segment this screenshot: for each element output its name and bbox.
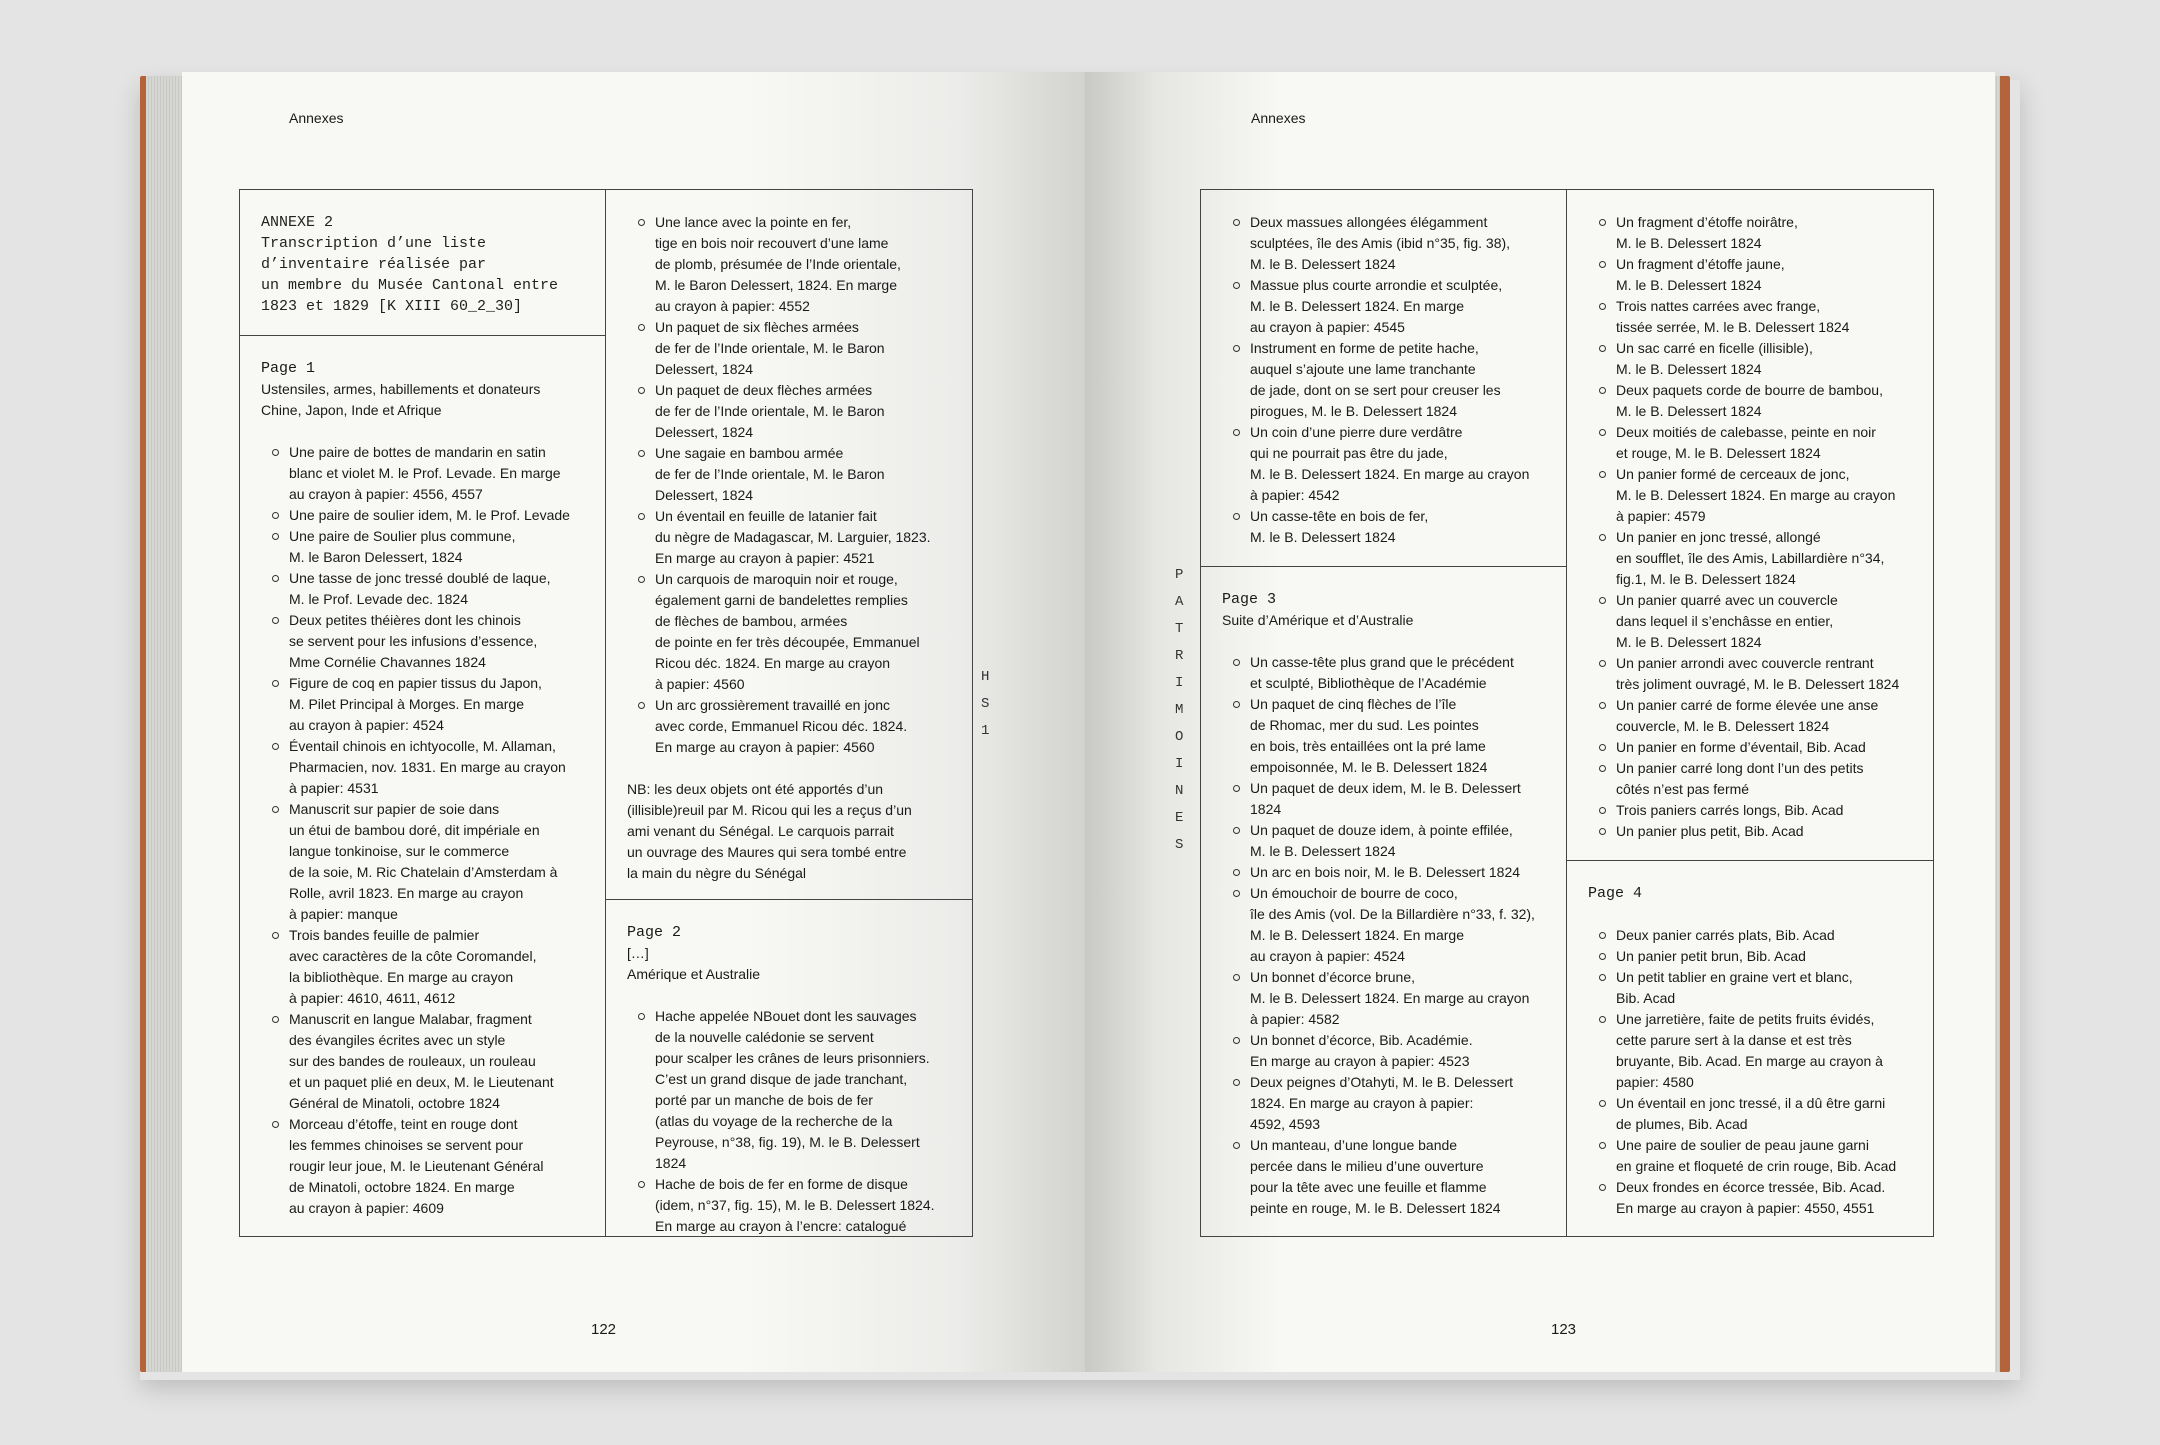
- list-item: Un carquois de maroquin noir et rouge, également garni de bandelettes remplies de flèches de bambou, armées de pointe en fer très découpée, Emmanuel Ricou déc. 1824. En marge au crayon à papier: 4560: [627, 569, 954, 695]
- list-item: Un panier en forme d’éventail, Bib. Acad: [1588, 737, 1915, 758]
- list-item: Un arc en bois noir, M. le B. Delessert 1824: [1222, 862, 1548, 883]
- page1-heading: Page 1: [261, 360, 316, 377]
- list-item: Deux moitiés de calebasse, peinte en noir et rouge, M. le B. Delessert 1824: [1588, 422, 1915, 464]
- page4-heading: Page 4: [1588, 885, 1643, 902]
- list-item: Une jarretière, faite de petits fruits évidés, cette parure sert à la danse et est très bruyante, Bib. Acad. En marge au crayon à papier: 4580: [1588, 1009, 1915, 1093]
- list-item: Une paire de soulier idem, M. le Prof. Levade: [261, 505, 587, 526]
- list-item: Deux peignes d’Otahyti, M. le B. Delessert 1824. En marge au crayon à papier: 4592, 4593: [1222, 1072, 1548, 1135]
- list-item: Un paquet de douze idem, à pointe effilée, M. le B. Delessert 1824: [1222, 820, 1548, 862]
- list-item: Hache appelée NBouet dont les sauvages de la nouvelle calédonie se servent pour scalper les crânes de leurs prisonniers. C’est un grand disque de jade tranchant, porté par un manche de bois de fer (atlas du voyage de la recherche de la Peyrouse, n°38, fig. 19), M. le B. Delessert 1824: [627, 1006, 954, 1174]
- page2-section: [606, 899, 972, 1237]
- vertical-letter: 1: [981, 723, 990, 739]
- list-item: Instrument en forme de petite hache, auquel s’ajoute une lame tranchante de jade, dont on se sert pour creuser les pirogues, M. le B. Delessert 1824: [1222, 338, 1548, 422]
- list-item: Une lance avec la pointe en fer, tige en bois noir recouvert d’une lame de plomb, présumée de l’Inde orientale, M. le Baron Delessert, 1824. En marge au crayon à papier: 4552: [627, 212, 954, 317]
- page2-heading: Page 2: [627, 924, 682, 941]
- list-item: Un panier plus petit, Bib. Acad: [1588, 821, 1915, 842]
- list-item: Un paquet de deux flèches armées de fer de l’Inde orientale, M. le Baron Delessert, 1824: [627, 380, 954, 443]
- list-item: Un panier formé de cerceaux de jonc, M. le B. Delessert 1824. En marge au crayon à papier: 4579: [1588, 464, 1915, 527]
- list-item: Un sac carré en ficelle (illisible), M. le B. Delessert 1824: [1588, 338, 1915, 380]
- page-number: 123: [1551, 1321, 1577, 1338]
- col2-list: [1588, 212, 1915, 842]
- list-item: Un fragment d’étoffe noirâtre, M. le B. Delessert 1824: [1588, 212, 1915, 254]
- list-item: Un bonnet d’écorce brune, M. le B. Delessert 1824. En marge au crayon à papier: 4582: [1222, 967, 1548, 1030]
- page4-list: [1588, 925, 1915, 1219]
- list-item: Morceau d’étoffe, teint en rouge dont les femmes chinoises se servent pour rougir leur joue, M. le Lieutenant Général de Minatoli, octobre 1824. En marge au crayon à papier: 4609: [261, 1114, 587, 1219]
- vertical-letter: I: [1175, 675, 1184, 691]
- vertical-letter: S: [1175, 837, 1184, 853]
- list-item: Un casse-tête plus grand que le précédent et sculpté, Bibliothèque de l’Académie: [1222, 652, 1548, 694]
- col1-list: [1222, 212, 1548, 548]
- annex-table: [1200, 189, 1934, 1237]
- vertical-letter: R: [1175, 648, 1184, 664]
- gutter-vertical-text: [981, 669, 989, 750]
- list-item: Trois paniers carrés longs, Bib. Acad: [1588, 800, 1915, 821]
- margin-vertical-text: [1175, 567, 1183, 864]
- vertical-letter: S: [981, 696, 990, 712]
- vertical-letter: M: [1175, 702, 1184, 718]
- page3-subtitle: Suite d’Amérique et d’Australie: [1222, 612, 1414, 628]
- right-page: [1085, 72, 1995, 1372]
- annex-title: ANNEXE 2 Transcription d’une liste d’inventaire réalisée par un membre du Musée Cantonal entre 1823 et 1829 [K XIII 60_2_30]: [261, 214, 559, 315]
- column-2: [606, 190, 972, 1236]
- list-item: Un casse-tête en bois de fer, M. le B. Delessert 1824: [1222, 506, 1548, 548]
- col2-top-section: [606, 190, 972, 899]
- annex-table: [239, 189, 973, 1237]
- list-item: Un bonnet d’écorce, Bib. Académie. En marge au crayon à papier: 4523: [1222, 1030, 1548, 1072]
- list-item: Manuscrit sur papier de soie dans un étui de bambou doré, dit impériale en langue tonkinoise, sur le commerce de la soie, M. Ric Chatelain d’Amsterdam à Rolle, avril 1823. En marge au crayon à papier: manque: [261, 799, 587, 925]
- list-item: Un éventail en jonc tressé, il a dû être garni de plumes, Bib. Acad: [1588, 1093, 1915, 1135]
- page-edges-left: [146, 76, 182, 1372]
- vertical-letter: H: [981, 669, 990, 685]
- list-item: Manuscrit en langue Malabar, fragment des évangiles écrites avec un style sur des bandes de rouleaux, un rouleau et un paquet plié en deux, M. le Lieutenant Général de Minatoli, octobre 1824: [261, 1009, 587, 1114]
- list-item: Un fragment d’étoffe jaune, M. le B. Delessert 1824: [1588, 254, 1915, 296]
- col2-list: [627, 212, 954, 758]
- page1-list: [261, 442, 587, 1219]
- list-item: Une paire de soulier de peau jaune garni en graine et floqueté de crin rouge, Bib. Acad: [1588, 1135, 1915, 1177]
- list-item: Un coin d’une pierre dure verdâtre qui ne pourrait pas être du jade, M. le B. Delessert 1824. En marge au crayon à papier: 4542: [1222, 422, 1548, 506]
- list-item: Massue plus courte arrondie et sculptée, M. le B. Delessert 1824. En marge au crayon à papier: 4545: [1222, 275, 1548, 338]
- vertical-letter: T: [1175, 621, 1184, 637]
- column-2: [1567, 190, 1933, 1236]
- annex-title-cell: [240, 190, 605, 335]
- column-1: [1201, 190, 1567, 1236]
- page1-section: [240, 335, 605, 1219]
- list-item: Une tasse de jonc tressé doublé de laque, M. le Prof. Levade dec. 1824: [261, 568, 587, 610]
- list-item: Un émouchoir de bourre de coco, île des Amis (vol. De la Billardière n°33, f. 32), M. le B. Delessert 1824. En marge au crayon à papier: 4524: [1222, 883, 1548, 967]
- vertical-letter: N: [1175, 783, 1184, 799]
- list-item: Deux panier carrés plats, Bib. Acad: [1588, 925, 1915, 946]
- running-head: Annexes: [289, 110, 344, 126]
- running-head: Annexes: [1251, 110, 1306, 126]
- list-item: Une paire de Soulier plus commune, M. le Baron Delessert, 1824: [261, 526, 587, 568]
- list-item: Un éventail en feuille de latanier fait du nègre de Madagascar, M. Larguier, 1823. En marge au crayon à papier: 4521: [627, 506, 954, 569]
- page3-section: [1201, 566, 1566, 1219]
- list-item: Deux massues allongées élégamment sculptées, île des Amis (ibid n°35, fig. 38), M. le B. Delessert 1824: [1222, 212, 1548, 275]
- list-item: Deux petites théières dont les chinois se servent pour les infusions d’essence, Mme Cornélie Chavannes 1824: [261, 610, 587, 673]
- list-item: Un manteau, d’une longue bande percée dans le milieu d’une ouverture pour la tête avec une feuille et flamme peinte en rouge, M. le B. Delessert 1824: [1222, 1135, 1548, 1219]
- list-item: Un panier carré de forme élevée une anse couvercle, M. le B. Delessert 1824: [1588, 695, 1915, 737]
- list-item: Deux paquets corde de bourre de bambou, M. le B. Delessert 1824: [1588, 380, 1915, 422]
- list-item: Deux frondes en écorce tressée, Bib. Acad. En marge au crayon à papier: 4550, 4551: [1588, 1177, 1915, 1219]
- left-page: [182, 72, 1085, 1372]
- col1-top-section: [1201, 190, 1566, 566]
- page1-subtitle: Ustensiles, armes, habillements et donateurs Chine, Japon, Inde et Afrique: [261, 381, 541, 418]
- list-item: Un panier en jonc tressé, allongé en soufflet, île des Amis, Labillardière n°34, fig.1, M. le B. Delessert 1824: [1588, 527, 1915, 590]
- page2-list: [627, 1006, 954, 1237]
- col2-top-section: [1567, 190, 1933, 860]
- nb-note: NB: les deux objets ont été apportés d’un (illisible)reuil par M. Ricou qui les a reçus d’un ami venant du Sénégal. Le carquois parrait un ouvrage des Maures qui sera tombé entre la main du nègre du Sénégal: [627, 781, 912, 881]
- vertical-letter: A: [1175, 594, 1184, 610]
- vertical-letter: P: [1175, 567, 1184, 583]
- page-number: 122: [591, 1321, 617, 1338]
- page3-heading: Page 3: [1222, 591, 1277, 608]
- list-item: Un paquet de six flèches armées de fer de l’Inde orientale, M. le Baron Delessert, 1824: [627, 317, 954, 380]
- list-item: Trois bandes feuille de palmier avec caractères de la côte Coromandel, la bibliothèque. En marge au crayon à papier: 4610, 4611, 4612: [261, 925, 587, 1009]
- list-item: Trois nattes carrées avec frange, tissée serrée, M. le B. Delessert 1824: [1588, 296, 1915, 338]
- list-item: Une paire de bottes de mandarin en satin blanc et violet M. le Prof. Levade. En marge au crayon à papier: 4556, 4557: [261, 442, 587, 505]
- list-item: Hache de bois de fer en forme de disque (idem, n°37, fig. 15), M. le B. Delessert 1824. En marge au crayon à l’encre: catalogué: [627, 1174, 954, 1237]
- vertical-letter: I: [1175, 756, 1184, 772]
- page3-list: [1222, 652, 1548, 1219]
- page2-subtitle: […] Amérique et Australie: [627, 945, 761, 982]
- list-item: Un panier quarré avec un couvercle dans lequel il s’enchâsse en entier, M. le B. Delessert 1824: [1588, 590, 1915, 653]
- list-item: Un panier arrondi avec couvercle rentrant très joliment ouvragé, M. le B. Delessert 1824: [1588, 653, 1915, 695]
- list-item: Un paquet de cinq flèches de l’île de Rhomac, mer du sud. Les pointes en bois, très entaillées ont la pré lame empoisonnée, M. le B. Delessert 1824: [1222, 694, 1548, 778]
- page4-section: [1567, 860, 1933, 1219]
- list-item: Un panier petit brun, Bib. Acad: [1588, 946, 1915, 967]
- column-1: [240, 190, 606, 1236]
- list-item: Éventail chinois en ichtyocolle, M. Allaman, Pharmacien, nov. 1831. En marge au crayon à papier: 4531: [261, 736, 587, 799]
- list-item: Une sagaie en bambou armée de fer de l’Inde orientale, M. le Baron Delessert, 1824: [627, 443, 954, 506]
- list-item: Un arc grossièrement travaillé en jonc avec corde, Emmanuel Ricou déc. 1824. En marge au crayon à papier: 4560: [627, 695, 954, 758]
- vertical-letter: E: [1175, 810, 1184, 826]
- list-item: Un panier carré long dont l’un des petits côtés n’est pas fermé: [1588, 758, 1915, 800]
- vertical-letter: O: [1175, 729, 1184, 745]
- list-item: Figure de coq en papier tissus du Japon, M. Pilet Principal à Morges. En marge au crayon à papier: 4524: [261, 673, 587, 736]
- list-item: Un paquet de deux idem, M. le B. Delessert 1824: [1222, 778, 1548, 820]
- list-item: Un petit tablier en graine vert et blanc, Bib. Acad: [1588, 967, 1915, 1009]
